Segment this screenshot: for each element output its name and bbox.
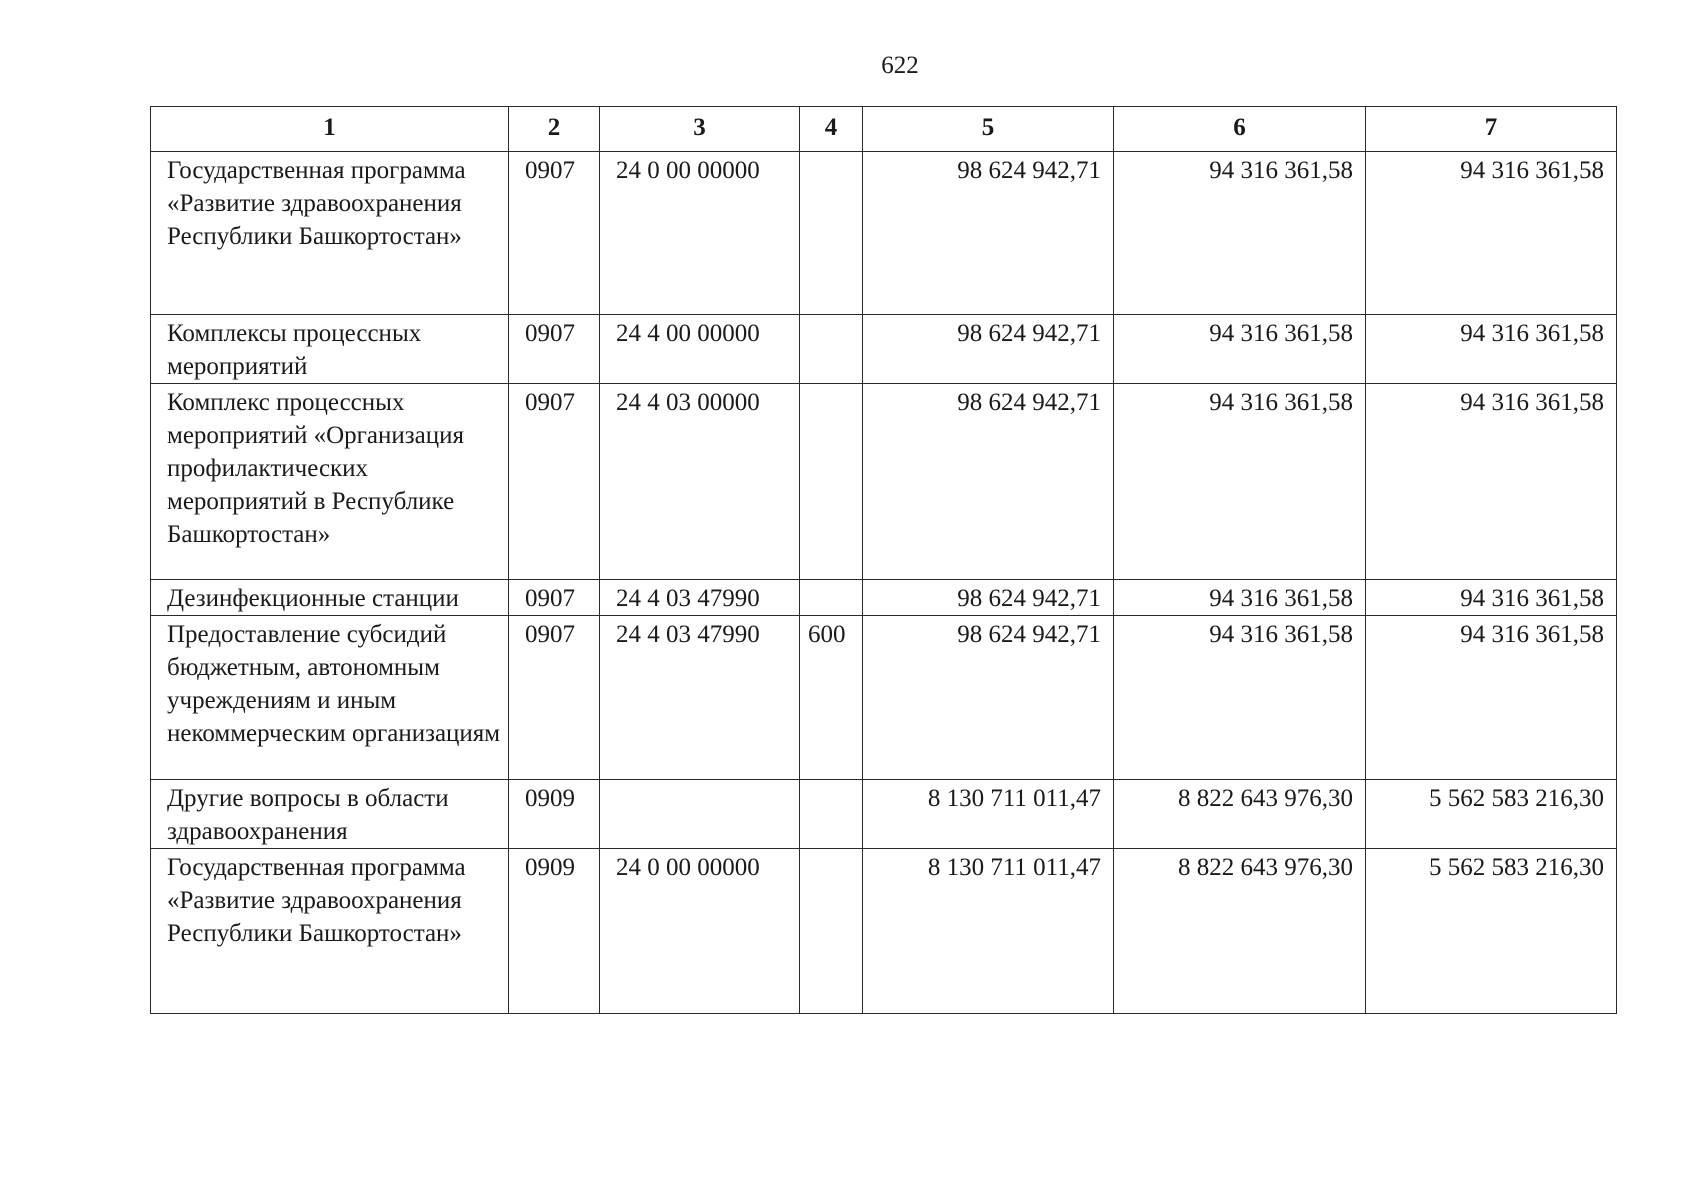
- column-header-4: 4: [800, 107, 863, 152]
- target-code-cell: 24 4 00 00000: [600, 315, 800, 384]
- target-code-cell: [600, 780, 800, 849]
- amount-year-2-cell: 94 316 361,58: [1114, 315, 1366, 384]
- table-row: [151, 616, 1617, 780]
- section-code-cell: 0907: [509, 616, 600, 780]
- section-code-cell: 0907: [509, 315, 600, 384]
- column-header-3: 3: [600, 107, 800, 152]
- row-name-cell: Предоставление субсидий бюджетным, автономным учреждениям и иным некоммерческим организациям: [151, 616, 509, 780]
- expense-type-cell: [800, 849, 863, 1014]
- expense-type-cell: [800, 580, 863, 616]
- row-name-cell: Комплекс процессных мероприятий «Организация профилактических мероприятий в Республике Башкортостан»: [151, 384, 509, 580]
- row-name-cell: Государственная программа «Развитие здравоохранения Республики Башкортостан»: [151, 849, 509, 1014]
- column-header-2: 2: [509, 107, 600, 152]
- amount-year-1-cell: 98 624 942,71: [863, 616, 1114, 780]
- column-header-1: 1: [151, 107, 509, 152]
- amount-year-1-cell: 98 624 942,71: [863, 384, 1114, 580]
- amount-year-3-cell: 5 562 583 216,30: [1366, 780, 1617, 849]
- amount-year-3-cell: 94 316 361,58: [1366, 384, 1617, 580]
- amount-year-1-cell: 98 624 942,71: [863, 580, 1114, 616]
- section-code-cell: 0907: [509, 580, 600, 616]
- expense-type-cell: [800, 152, 863, 315]
- column-header-7: 7: [1366, 107, 1617, 152]
- amount-year-1-cell: 8 130 711 011,47: [863, 780, 1114, 849]
- expense-type-cell: 600: [800, 616, 863, 780]
- amount-year-3-cell: 94 316 361,58: [1366, 315, 1617, 384]
- target-code-cell: 24 4 03 47990: [600, 616, 800, 780]
- expense-type-cell: [800, 315, 863, 384]
- row-name-cell: Другие вопросы в области здравоохранения: [151, 780, 509, 849]
- table-row: [151, 580, 1617, 616]
- table-row: [151, 315, 1617, 384]
- row-name-cell: Дезинфекционные станции: [151, 580, 509, 616]
- budget-table: [150, 106, 1617, 1014]
- amount-year-2-cell: 8 822 643 976,30: [1114, 780, 1366, 849]
- target-code-cell: 24 0 00 00000: [600, 152, 800, 315]
- column-header-5: 5: [863, 107, 1114, 152]
- amount-year-2-cell: 94 316 361,58: [1114, 580, 1366, 616]
- amount-year-1-cell: 98 624 942,71: [863, 152, 1114, 315]
- section-code-cell: 0909: [509, 849, 600, 1014]
- page-number: 622: [881, 52, 919, 79]
- amount-year-2-cell: 8 822 643 976,30: [1114, 849, 1366, 1014]
- section-code-cell: 0909: [509, 780, 600, 849]
- header-row: [151, 107, 1617, 152]
- expense-type-cell: [800, 780, 863, 849]
- section-code-cell: 0907: [509, 384, 600, 580]
- table-row: [151, 152, 1617, 315]
- row-name-cell: Комплексы процессных мероприятий: [151, 315, 509, 384]
- table-row: [151, 384, 1617, 580]
- amount-year-3-cell: 94 316 361,58: [1366, 616, 1617, 780]
- amount-year-3-cell: 94 316 361,58: [1366, 580, 1617, 616]
- amount-year-2-cell: 94 316 361,58: [1114, 384, 1366, 580]
- amount-year-3-cell: 5 562 583 216,30: [1366, 849, 1617, 1014]
- column-header-6: 6: [1114, 107, 1366, 152]
- amount-year-3-cell: 94 316 361,58: [1366, 152, 1617, 315]
- amount-year-1-cell: 8 130 711 011,47: [863, 849, 1114, 1014]
- expense-type-cell: [800, 384, 863, 580]
- amount-year-2-cell: 94 316 361,58: [1114, 152, 1366, 315]
- target-code-cell: 24 4 03 47990: [600, 580, 800, 616]
- table-row: [151, 849, 1617, 1014]
- target-code-cell: 24 4 03 00000: [600, 384, 800, 580]
- table-row: [151, 780, 1617, 849]
- row-name-cell: Государственная программа «Развитие здравоохранения Республики Башкортостан»: [151, 152, 509, 315]
- amount-year-1-cell: 98 624 942,71: [863, 315, 1114, 384]
- amount-year-2-cell: 94 316 361,58: [1114, 616, 1366, 780]
- section-code-cell: 0907: [509, 152, 600, 315]
- target-code-cell: 24 0 00 00000: [600, 849, 800, 1014]
